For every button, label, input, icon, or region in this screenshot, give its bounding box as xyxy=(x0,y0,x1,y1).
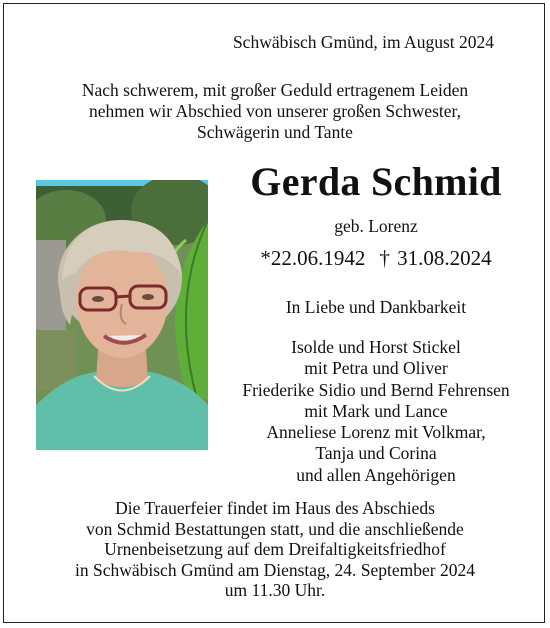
life-dates xyxy=(222,246,530,271)
deceased-name: Gerda Schmid xyxy=(250,159,502,204)
intro-line: nehmen wir Abschied von unserer großen Schwester, xyxy=(88,101,462,121)
funeral-line: Die Trauerfeier findet im Haus des Abschieds xyxy=(115,498,435,518)
funeral-line: um 11.30 Uhr. xyxy=(224,580,326,600)
mourner-line: Isolde und Horst Stickel xyxy=(291,337,461,357)
mourner-line: Anneliese Lorenz mit Volkmar, xyxy=(266,422,486,443)
death-date: † 31.08.2024 xyxy=(379,246,492,270)
intro-line: Schwägerin und Tante xyxy=(197,122,353,142)
closing-phrase: In Liebe und Dankbarkeit xyxy=(285,297,467,317)
mourner-line: Tanja und Corina xyxy=(315,443,437,464)
funeral-line: in Schwäbisch Gmünd am Dienstag, 24. September 2024 xyxy=(74,559,475,580)
mourner-line: und allen Angehörigen xyxy=(296,464,456,485)
intro-line: Nach schwerem, mit großer Geduld ertragenem Leiden xyxy=(81,80,469,100)
portrait-photo xyxy=(36,180,208,450)
mourner-line: Friederike Sidio und Bernd Fehrensen xyxy=(242,379,510,400)
intro-text xyxy=(20,80,530,143)
funeral-line: Urnenbeisetzung auf dem Dreifaltigkeitsfriedhof xyxy=(104,539,446,559)
mourners-list xyxy=(222,337,530,486)
funeral-info xyxy=(20,498,530,601)
mourner-line: mit Petra und Oliver xyxy=(304,358,448,379)
place-date: Schwäbisch Gmünd, im August 2024 xyxy=(232,32,494,52)
birth-date: *22.06.1942 xyxy=(260,246,366,270)
funeral-line: von Schmid Bestattungen statt, und die anschließende xyxy=(86,518,464,539)
mourner-line: mit Mark und Lance xyxy=(304,400,448,421)
birth-name: geb. Lorenz xyxy=(334,216,418,236)
